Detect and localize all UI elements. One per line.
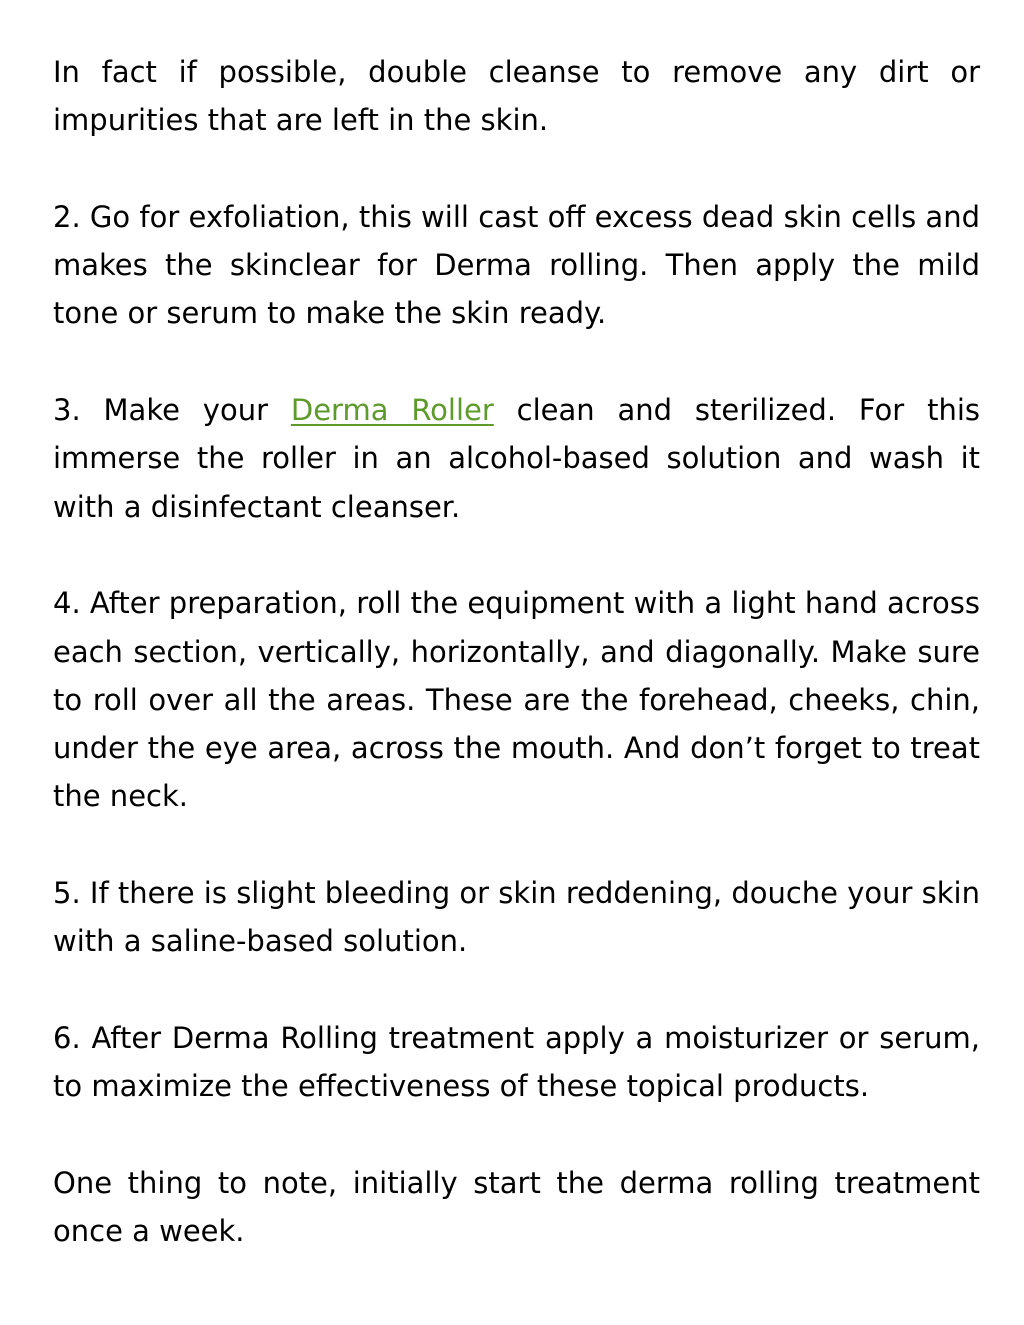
step-3-text-before: 3. Make your xyxy=(53,393,291,428)
paragraph-step-3-sterilize xyxy=(53,386,980,531)
paragraph-note: One thing to note, initially start the derma rolling treatment once a week. xyxy=(53,1165,980,1249)
paragraph-step-6-moisturize: 6. After Derma Rolling treatment apply a moisturizer or serum, to maximize the effectiveness of these topical products. xyxy=(53,1020,980,1104)
paragraph-step-2-exfoliation: 2. Go for exfoliation, this will cast off excess dead skin cells and makes the skinclear for Derma rolling. Then apply the mild tone or serum to make the skin ready. xyxy=(53,199,980,331)
document-body xyxy=(53,48,980,1255)
paragraph-step-5-bleeding: 5. If there is slight bleeding or skin reddening, douche your skin with a saline-based solution. xyxy=(53,876,980,959)
step-3-text-after: clean and sterilized. For this immerse the roller in an alcohol-based solution and wash it with a disinfectant cleanser. xyxy=(53,393,980,524)
paragraph-double-cleanse: In fact if possible, double cleanse to remove any dirt or impurities that are left in the skin. xyxy=(53,55,980,138)
derma-roller-link[interactable]: Derma Roller xyxy=(290,393,494,428)
paragraph-step-4-rolling: 4. After preparation, roll the equipment with a light hand across each section, vertically, horizontally, and diagonally. Make sure to roll over all the areas. These are the forehead, cheeks, chin, under the eye area, across the mouth. And don’t forget to treat the neck. xyxy=(53,586,980,814)
